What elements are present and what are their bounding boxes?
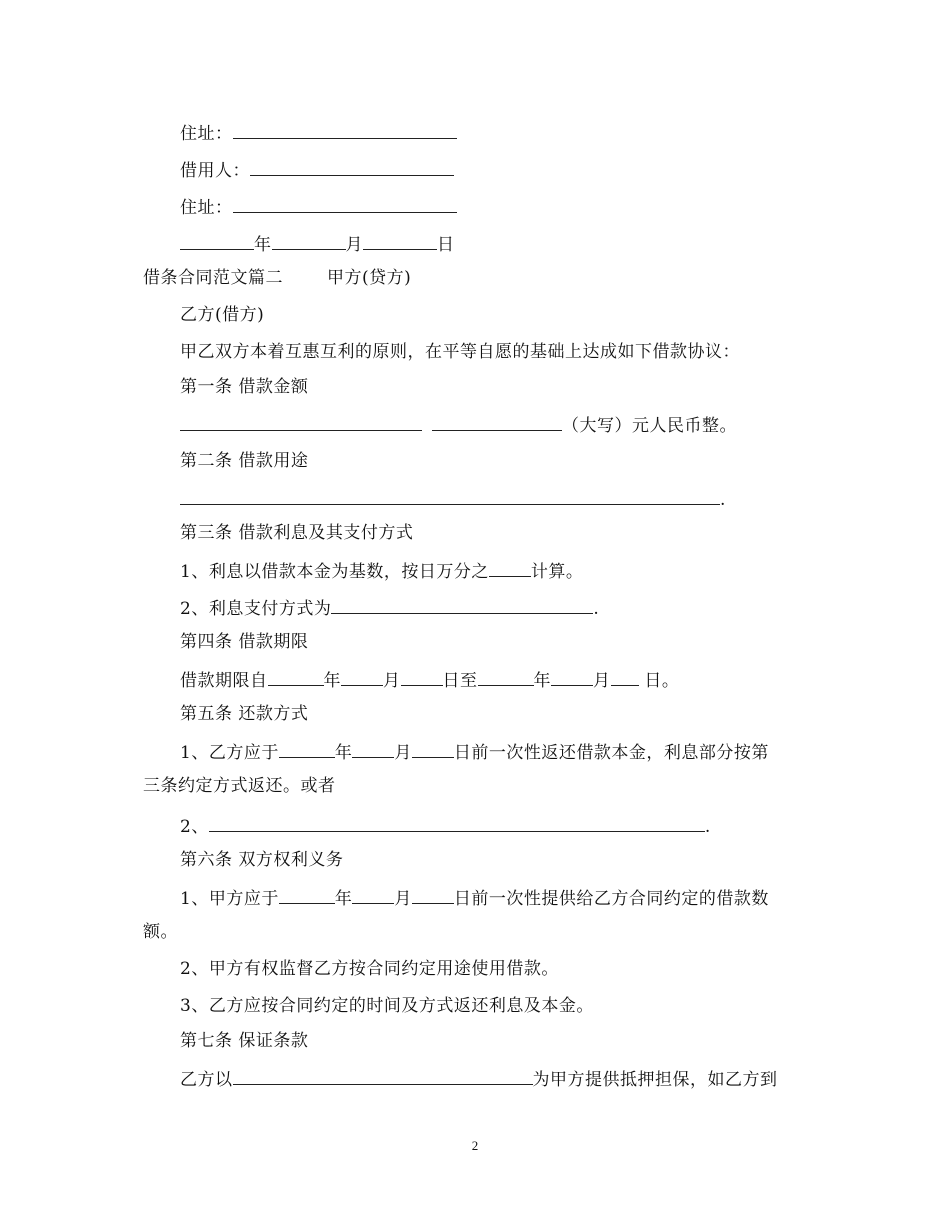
month-label: 月 bbox=[394, 889, 412, 909]
month-label: 月 bbox=[345, 235, 363, 255]
address-label: 住址： bbox=[180, 198, 233, 218]
year-label: 年 bbox=[254, 235, 272, 255]
day-label: 日至 bbox=[442, 671, 478, 691]
blank-field bbox=[363, 231, 437, 250]
blank-field bbox=[412, 885, 454, 904]
article-6-clause-2 bbox=[180, 957, 559, 981]
blank-field bbox=[401, 667, 443, 686]
article-1-amount-line bbox=[180, 412, 737, 438]
period: . bbox=[704, 817, 711, 837]
blank-field bbox=[611, 667, 639, 686]
year-label: 年 bbox=[334, 889, 353, 909]
blank-field bbox=[233, 120, 457, 139]
article-heading: 第四条 借款期限 bbox=[180, 632, 309, 652]
article-6-clause-3 bbox=[180, 994, 594, 1018]
day-label: 日 bbox=[437, 235, 455, 255]
intro-paragraph bbox=[180, 340, 740, 364]
address-line-1 bbox=[180, 120, 457, 146]
blank-field bbox=[180, 412, 422, 431]
day-label: 日。 bbox=[638, 671, 680, 691]
clause-text: 3、乙方应按合同约定的时间及方式返还利息及本金。 bbox=[180, 996, 594, 1016]
clause-text: 乙方以 bbox=[180, 1070, 233, 1090]
article-2-purpose-line bbox=[180, 486, 726, 512]
article-6-clause-1 bbox=[180, 885, 769, 911]
blank-field bbox=[233, 194, 457, 213]
article-1-heading bbox=[180, 375, 308, 399]
page-number: 2 bbox=[471, 1138, 479, 1153]
article-heading: 第二条 借款用途 bbox=[180, 451, 309, 471]
month-label: 月 bbox=[383, 671, 401, 691]
blank-field bbox=[180, 231, 254, 250]
party-b-label: 乙方(借方) bbox=[180, 305, 265, 325]
amount-text: （大写）元人民币整。 bbox=[562, 416, 737, 436]
article-4-term-line bbox=[180, 667, 679, 693]
article-heading: 第五条 还款方式 bbox=[180, 704, 309, 724]
blank-field bbox=[412, 739, 454, 758]
blank-field bbox=[250, 157, 454, 176]
month-label: 月 bbox=[593, 671, 611, 691]
blank-field bbox=[341, 667, 383, 686]
blank-field bbox=[331, 595, 593, 614]
blank-field bbox=[551, 667, 593, 686]
blank-field bbox=[432, 412, 562, 431]
party-b-line bbox=[180, 303, 264, 327]
address-label: 住址： bbox=[180, 124, 233, 144]
article-4-heading bbox=[180, 630, 308, 654]
article-heading: 第七条 保证条款 bbox=[180, 1031, 309, 1051]
blank-field bbox=[279, 885, 335, 904]
article-heading: 第六条 双方权利义务 bbox=[180, 850, 344, 870]
clause-text: 2、甲方有权监督乙方按合同约定用途使用借款。 bbox=[180, 959, 559, 979]
clause-text: 为甲方提供抵押担保，如乙方到 bbox=[532, 1070, 778, 1090]
article-5-clause-1-cont bbox=[143, 774, 336, 798]
blank-field bbox=[209, 813, 705, 832]
article-6-clause-1-cont bbox=[143, 920, 178, 944]
clause-text: 额。 bbox=[143, 922, 178, 942]
blank-field bbox=[279, 739, 335, 758]
article-5-clause-2 bbox=[180, 813, 711, 839]
article-heading: 第三条 借款利息及其支付方式 bbox=[180, 523, 414, 543]
article-7-heading bbox=[180, 1029, 308, 1053]
article-heading: 第一条 借款金额 bbox=[180, 377, 309, 397]
clause-text: 1、甲方应于 bbox=[180, 889, 279, 909]
clause-text: 1、利息以借款本金为基数，按日万分之 bbox=[180, 562, 489, 582]
intro-text: 甲乙双方本着互惠互利的原则，在平等自愿的基础上达成如下借款协议： bbox=[180, 342, 740, 362]
blank-field bbox=[352, 739, 394, 758]
blank-field bbox=[352, 885, 394, 904]
article-3-heading bbox=[180, 521, 413, 545]
address-line-2 bbox=[180, 194, 457, 220]
period: . bbox=[593, 599, 600, 619]
clause-text: 日前一次性返还借款本金，利息部分按第 bbox=[453, 743, 769, 763]
month-label: 月 bbox=[394, 743, 412, 763]
period: . bbox=[720, 490, 726, 510]
clause-text: 计算。 bbox=[530, 562, 584, 582]
party-a-label: 甲方(贷方) bbox=[327, 268, 412, 288]
blank-field bbox=[272, 231, 346, 250]
article-3-clause-1 bbox=[180, 558, 583, 584]
year-label: 年 bbox=[323, 671, 341, 691]
borrower-label: 借用人： bbox=[180, 161, 250, 181]
clause-text: 借款期限自 bbox=[180, 671, 268, 691]
blank-field bbox=[478, 667, 534, 686]
blank-field bbox=[233, 1066, 533, 1085]
year-label: 年 bbox=[334, 743, 353, 763]
article-2-heading bbox=[180, 449, 308, 473]
blank-field bbox=[180, 486, 720, 505]
article-3-clause-2 bbox=[180, 595, 599, 621]
date-line bbox=[180, 231, 455, 257]
year-label: 年 bbox=[533, 671, 551, 691]
section-title-line bbox=[143, 266, 411, 290]
borrower-line bbox=[180, 157, 454, 183]
article-7-clause bbox=[180, 1066, 778, 1092]
section-title: 借条合同范文篇二 bbox=[143, 268, 283, 288]
article-5-heading bbox=[180, 702, 308, 726]
clause-text: 2、利息支付方式为 bbox=[180, 599, 332, 619]
blank-field bbox=[489, 558, 531, 577]
clause-text: 1、乙方应于 bbox=[180, 743, 279, 763]
clause-text: 2、 bbox=[180, 817, 209, 837]
clause-text: 三条约定方式返还。或者 bbox=[143, 776, 336, 796]
clause-text: 日前一次性提供给乙方合同约定的借款数 bbox=[453, 889, 769, 909]
article-6-heading bbox=[180, 848, 343, 872]
blank-field bbox=[268, 667, 324, 686]
article-5-clause-1 bbox=[180, 739, 769, 765]
